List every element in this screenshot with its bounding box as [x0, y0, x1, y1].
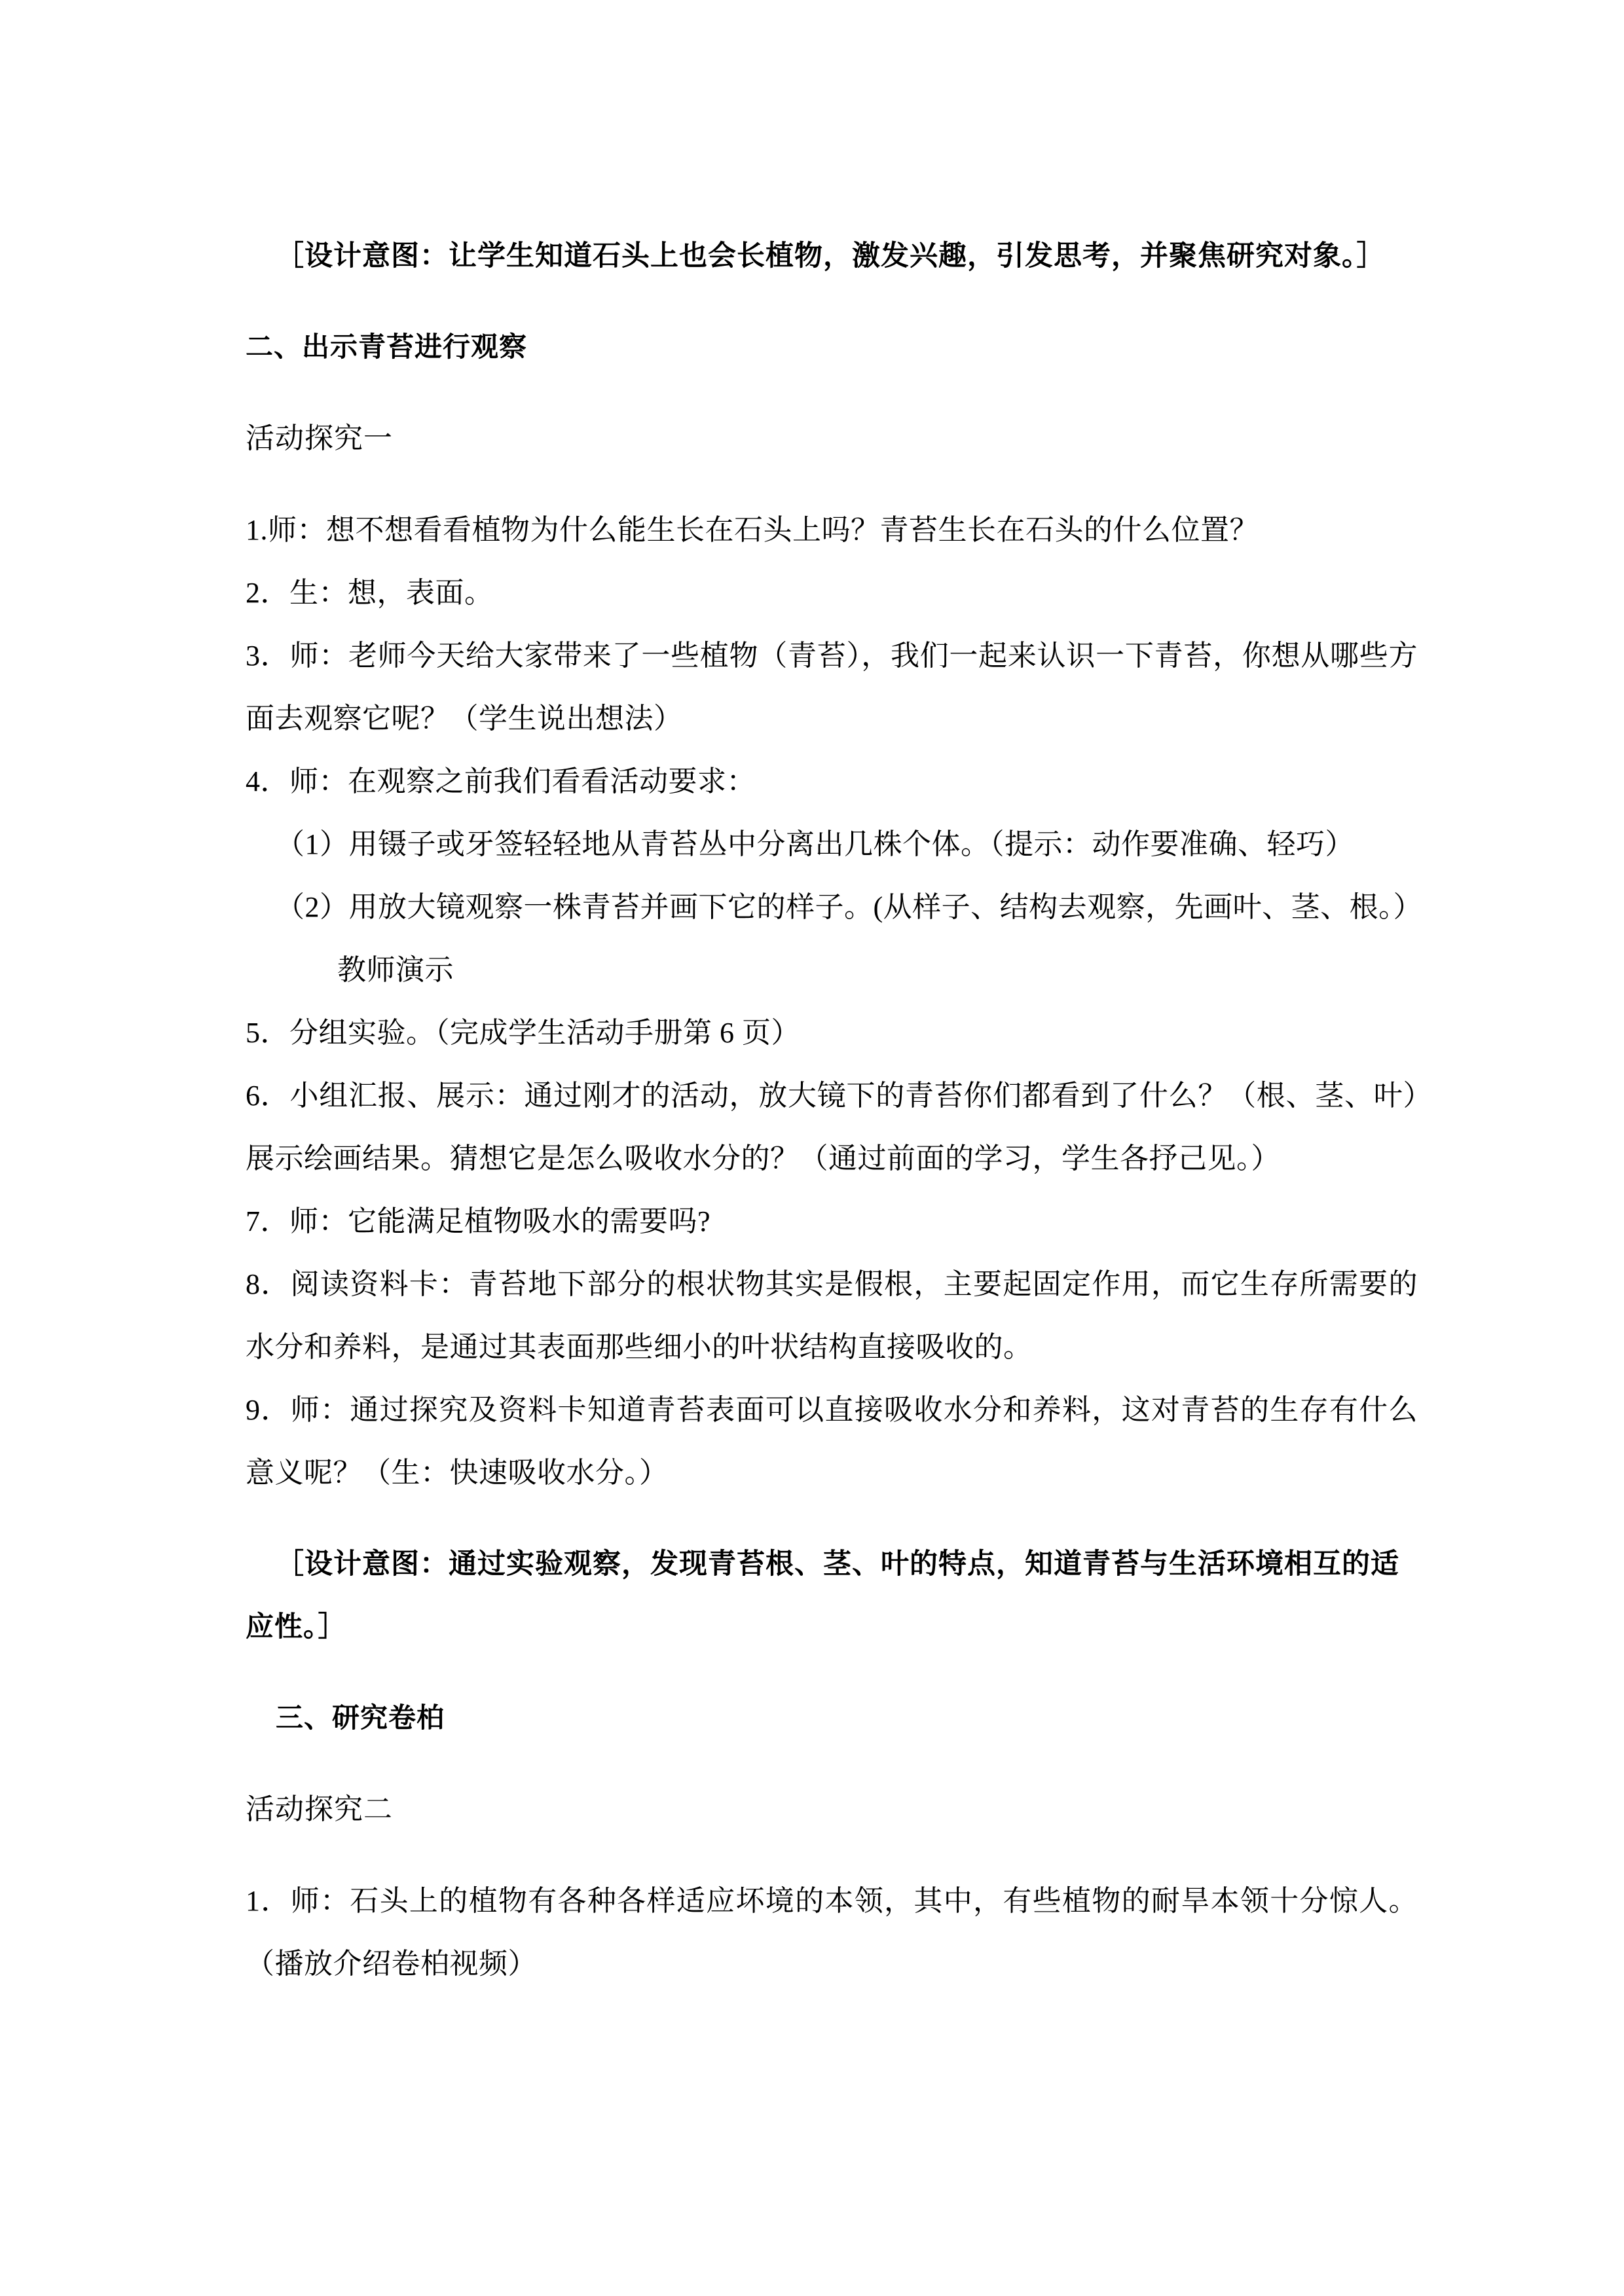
document-body	[246, 225, 1423, 1995]
paragraph-design-note-2: ［设计意图：通过实验观察，发现青苔根、茎、叶的特点，知道青苔与生活环境相互的适应性。］	[246, 1548, 1399, 1643]
paragraph-item-5: 5．分组实验。（完成学生活动手册第 6 页）	[246, 1017, 800, 1049]
paragraph-activity-heading-1: 活动探究一	[246, 422, 393, 454]
paragraph-item-6: 6．小组汇报、展示：通过刚才的活动，放大镜下的青苔你们都看到了什么？（根、茎、叶）展示绘画结果。猜想它是怎么吸收水分的？（通过前面的学习，学生各抒己见。）	[246, 1080, 1418, 1175]
paragraph-activity-heading-2: 活动探究二	[246, 1793, 393, 1825]
paragraph-teacher-demo: 教师演示	[337, 954, 454, 986]
paragraph-design-note-1: ［设计意图：让学生知道石头上也会长植物，激发兴趣，引发思考，并聚焦研究对象。］	[276, 240, 1386, 272]
paragraph-item-2: 2．生：想，表面。	[246, 577, 494, 609]
paragraph-item-3: 3．师：老师今天给大家带来了一些植物（青苔），我们一起来认识一下青苔，你想从哪些方面去观察它呢？（学生说出想法）	[246, 640, 1418, 735]
paragraph-item-9: 9．师：通过探究及资料卡知道青苔表面可以直接吸收水分和养料，这对青苔的生存有什么意义呢？（生：快速吸收水分。）	[246, 1394, 1418, 1489]
paragraph-item-10: 1．师：石头上的植物有各种各样适应坏境的本领，其中，有些植物的耐旱本领十分惊人。（播放介绍卷柏视频）	[246, 1885, 1418, 1980]
paragraph-item-4-1: （1）用镊子或牙签轻轻地从青苔丛中分离出几株个体。（提示：动作要准确、轻巧）	[276, 828, 1354, 860]
paragraph-section-heading-2: 二、出示青苔进行观察	[246, 331, 528, 363]
paragraph-section-heading-3: 三、研究卷柏	[276, 1702, 445, 1734]
paragraph-item-4: 4．师：在观察之前我们看看活动要求：	[246, 765, 756, 797]
paragraph-item-1: 1.师：想不想看看植物为什么能生长在石头上吗？青苔生长在石头的什么位置？	[246, 514, 1259, 546]
paragraph-item-8: 8．阅读资料卡：青苔地下部分的根状物其实是假根，主要起固定作用，而它生存所需要的水分和养料，是通过其表面那些细小的叶状结构直接吸收的。	[246, 1268, 1418, 1363]
paragraph-item-7: 7．师：它能满足植物吸水的需要吗?	[246, 1205, 711, 1237]
paragraph-item-4-2: （2）用放大镜观察一株青苔并画下它的样子。(从样子、结构去观察，先画叶、茎、根。）	[276, 891, 1423, 923]
